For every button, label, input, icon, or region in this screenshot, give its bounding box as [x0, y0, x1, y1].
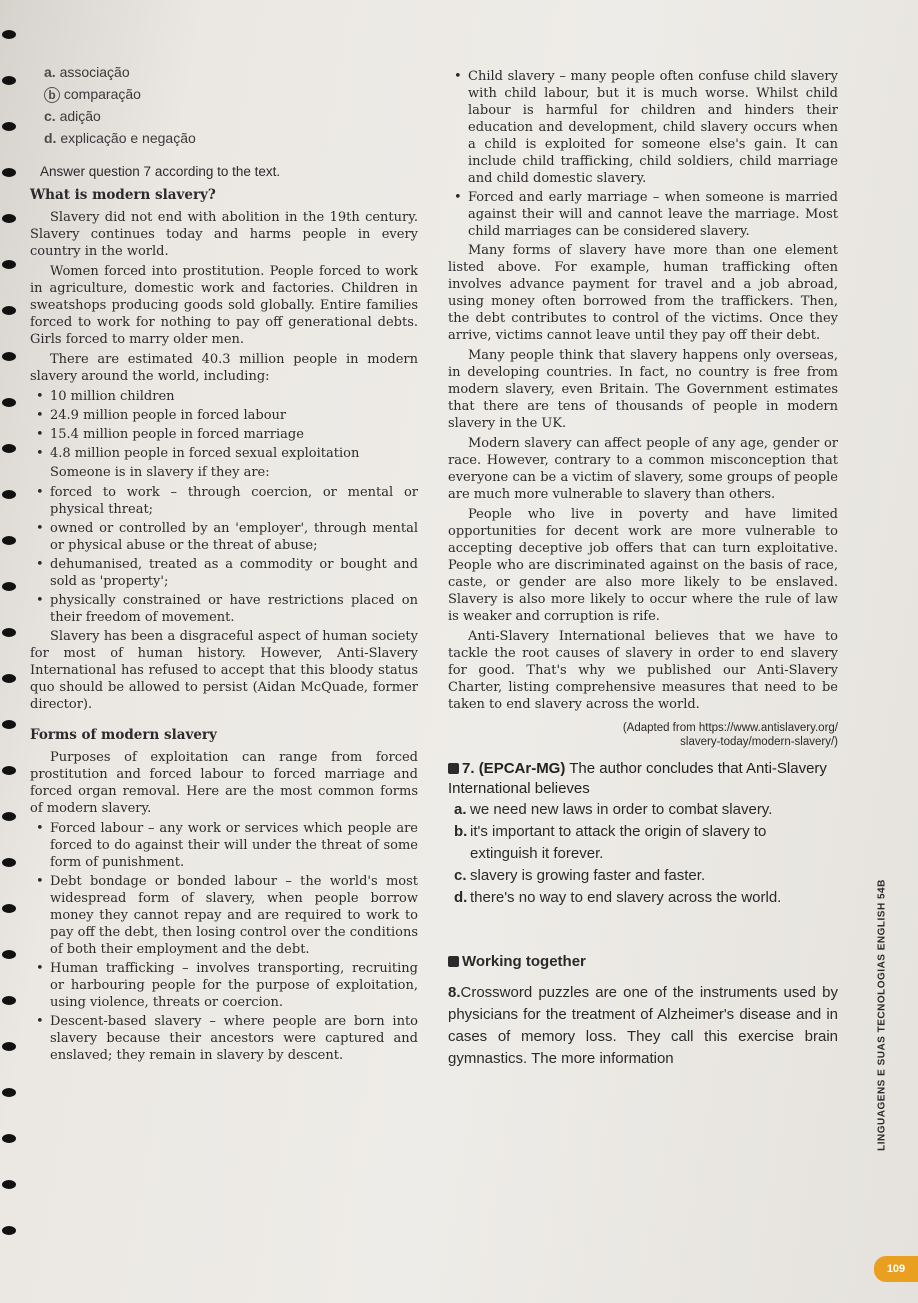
criteria-intro: Someone is in slavery if they are: [50, 465, 270, 480]
intro-paragraph-3: There are estimated 40.3 million people in modern slavery around the world, including: [30, 352, 418, 384]
intro-paragraph-2: Women forced into prostitution. People forced to work in agriculture, domestic work and factories. Children in sweatshops producing goods sold globally. Entire families forced to work for nothing to pay off generational debts. Girls forced to marry older men. [30, 264, 418, 347]
spiral-ring [2, 674, 16, 683]
question-7: 7. (EPCAr-MG) The author concludes that Anti-Slavery International believes [448, 760, 827, 797]
q7-option-d: d. there's no way to end slavery across the world. [454, 889, 782, 906]
q7-option-a: a. we need new laws in order to combat slavery. [454, 801, 773, 818]
side-label: LINGUAGENS E SUAS TECNOLOGIAS ENGLISH 54B [876, 879, 888, 1151]
spiral-ring [2, 1134, 16, 1143]
list-item: • 10 million children [30, 388, 418, 405]
spiral-ring [2, 490, 16, 499]
list-item: • dehumanised, treated as a commodity or bought and sold as 'property'; [30, 556, 418, 590]
spiral-binding [0, 30, 22, 1280]
article-title: What is modern slavery? [30, 187, 216, 203]
spiral-ring [2, 168, 16, 177]
spiral-ring [2, 122, 16, 131]
circled-letter-icon: b [44, 87, 60, 103]
spiral-ring [2, 30, 16, 39]
spiral-ring [2, 306, 16, 315]
spiral-ring [2, 352, 16, 361]
spiral-ring [2, 766, 16, 775]
question-marker-icon [448, 763, 459, 774]
list-item: • forced to work – through coercion, or mental or physical threat; [30, 484, 418, 518]
option-b: b comparação [44, 84, 418, 104]
list-item: • owned or controlled by an 'employer', through mental or physical abuse or the threat of abuse; [30, 520, 418, 554]
list-item: • Descent-based slavery – where people are born into slavery because their ancestors were captured and enslaved; they remain in slavery by descent. [30, 1013, 418, 1064]
history-paragraph: Slavery has been a disgraceful aspect of human society for most of human history. However, Anti-Slavery International has refused to accept that this bloody status quo should be allowed to persist (Aidan McQuade, former director). [30, 629, 418, 712]
stats-list [30, 388, 418, 462]
spiral-ring [2, 582, 16, 591]
list-item: • Debt bondage or bonded labour – the world's most widespread form of slavery, when people borrow money they cannot repay and are required to work to pay off the debt, then losing control over the conditions of both their employment and the debt. [30, 873, 418, 958]
spiral-ring [2, 536, 16, 545]
working-together-heading: Working together [448, 953, 838, 970]
option-c: c. adição [44, 108, 101, 124]
spiral-ring [2, 812, 16, 821]
list-item: • 15.4 million people in forced marriage [30, 426, 418, 443]
forms-list-continued [448, 68, 838, 240]
spiral-ring [2, 260, 16, 269]
spiral-ring [2, 76, 16, 85]
spiral-ring [2, 996, 16, 1005]
answer-options-previous [30, 62, 418, 148]
spiral-ring [2, 720, 16, 729]
list-item: • Human trafficking – involves transporting, recruiting or harbouring people for the purpose of exploitation, using violence, threats or coercion. [30, 960, 418, 1011]
spiral-ring [2, 398, 16, 407]
option-a: a. associação [44, 64, 130, 80]
list-item: • physically constrained or have restrictions placed on their freedom of movement. [30, 592, 418, 626]
paragraph: People who live in poverty and have limited opportunities for decent work are more vulnerable to accepting deceptive job offers that can turn exploitative. People who are discriminated against on the basis of race, caste, or gender are also more likely to be enslaved. Slavery is also more likely to occur where the rule of law is weaker and corruption is rife. [448, 507, 838, 624]
spiral-ring [2, 950, 16, 959]
spiral-ring [2, 1042, 16, 1051]
spiral-ring [2, 904, 16, 913]
spiral-ring [2, 1088, 16, 1097]
criteria-list [30, 484, 418, 626]
spiral-ring [2, 214, 16, 223]
paragraph: Many forms of slavery have more than one element listed above. For example, human trafficking often involves advance payment for travel and a job abroad, using money often borrowed from the traffickers. Then, the debt contributes to control of the victims. Once they arrive, victims cannot leave until they pay off their debt. [448, 243, 838, 343]
q7-option-b: b. it's important to attack the origin of slavery to extinguish it forever. [454, 823, 767, 862]
source-citation: (Adapted from https://www.antislavery.org/ slavery-today/modern-slavery/) [622, 722, 838, 748]
forms-list [30, 820, 418, 1064]
forms-heading: Forms of modern slavery [30, 727, 217, 743]
question-7-options [448, 799, 838, 909]
list-item: • 4.8 million people in forced sexual exploitation [30, 445, 418, 462]
right-column [448, 68, 838, 1070]
list-item: • 24.9 million people in forced labour [30, 407, 418, 424]
question-8: 8.Crossword puzzles are one of the instruments used by physicians for the treatment of Alzheimer's disease and in cases of memory loss. They call this exercise brain gymnastics. The more information [448, 984, 838, 1067]
list-item: • Forced and early marriage – when someone is married against their will and cannot leave the marriage. Most child marriages can be considered slavery. [448, 189, 838, 240]
page-number: 109 [874, 1256, 918, 1282]
left-column [30, 62, 418, 1066]
spiral-ring [2, 858, 16, 867]
q7-option-c: c. slavery is growing faster and faster. [454, 867, 706, 884]
paragraph: Modern slavery can affect people of any age, gender or race. However, contrary to a common misconception that everyone can be a victim of slavery, some groups of people are much more vulnerable to slavery than others. [448, 436, 838, 502]
intro-paragraph-1: Slavery did not end with abolition in the 19th century. Slavery continues today and harms people in every country in the world. [30, 210, 418, 259]
spiral-ring [2, 1180, 16, 1189]
paragraph: Anti-Slavery International believes that we have to tackle the root causes of slavery in order to end slavery for good. That's why we published our Anti-Slavery Charter, listing comprehensive measures that need to be taken to end slavery across the world. [448, 629, 838, 712]
forms-intro: Purposes of exploitation can range from forced prostitution and forced labour to forced marriage and forced organ removal. Here are the most common forms of modern slavery. [30, 750, 418, 816]
spiral-ring [2, 1226, 16, 1235]
spiral-ring [2, 444, 16, 453]
instruction: Answer question 7 according to the text. [40, 164, 281, 179]
spiral-ring [2, 628, 16, 637]
paragraph: Many people think that slavery happens only overseas, in developing countries. In fact, no country is free from modern slavery, even Britain. The Government estimates that there are tens of thousands of people in modern slavery in the UK. [448, 348, 838, 431]
option-d: d. explicação e negação [44, 130, 196, 146]
group-work-icon [448, 956, 459, 967]
list-item: • Child slavery – many people often confuse child slavery with child labour, but it is much worse. Whilst child labour is harmful for children and hinders their education and development, child slavery occurs when a child is exploited for someone else's gain. It can include child trafficking, child soldiers, child marriage and child domestic slavery. [448, 68, 838, 187]
list-item: • Forced labour – any work or services which people are forced to do against their will under the threat of some form of punishment. [30, 820, 418, 871]
